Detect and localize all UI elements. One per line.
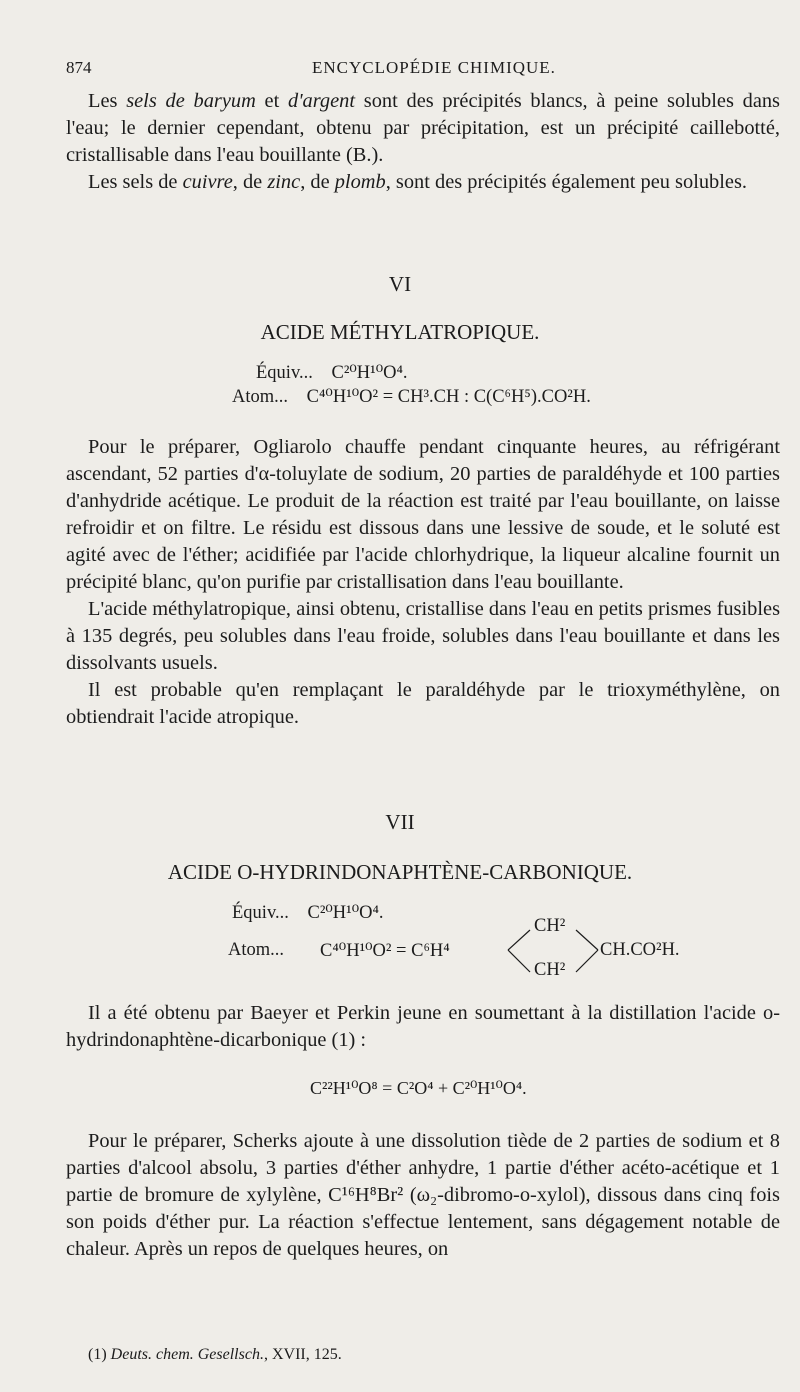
text-run: , sont des précipités également peu solubles. [385,171,747,193]
formula-label: Équiv... [256,363,313,383]
structural-formula [228,916,680,982]
text-run: , de [300,171,335,193]
text-run: et [255,90,288,112]
intro-text [66,88,780,196]
italic-term: plomb [334,171,386,193]
formula-value: CH.CO²H. [600,940,680,960]
footnote-source: Deuts. chem. Gesellsch. [110,1346,264,1363]
section7-body [66,1128,780,1263]
section6-body [66,434,780,731]
atom-formula [232,386,591,408]
text-run: Les [88,90,127,112]
formula-value: C²⁰H¹⁰O⁴. [331,363,408,383]
formula-label: Atom... [228,940,285,960]
formula-value: C⁴⁰H¹⁰O² = C⁶H⁴ [320,941,450,961]
equiv-formula [256,362,408,384]
running-title: ENCYCLOPÉDIE CHIMIQUE. [312,58,556,77]
formula-top-group: CH² [534,916,566,936]
body-paragraph: L'acide méthylatropique, ainsi obtenu, cristallise dans l'eau en petits prismes fusibles à 135 degrés, peu solubles dans l'eau froide, solubles dans l'eau bouillante et dans les dissolvants usuels. [66,598,780,674]
section7-intro [66,1000,780,1054]
body-paragraph: Il est probable qu'en remplaçant le paraldéhyde par le trioxyméthylène, on obtiendrait l'acide atropique. [66,679,780,728]
intro-paragraph [66,169,780,196]
formula-label: Équiv... [232,903,289,923]
reaction-equation: C²²H¹⁰O⁸ = C²O⁴ + C²⁰H¹⁰O⁴. [310,1078,527,1098]
intro-paragraph [66,88,780,169]
italic-term: d'argent [288,90,356,112]
body-paragraph: Il a été obtenu par Baeyer et Perkin jeune en soumettant à la distillation l'acide o-hydrindonaphtène-dicarbonique (1) : [66,1002,780,1051]
italic-term: zinc [267,171,301,193]
section-numeral: VI [388,272,412,296]
running-head [66,58,766,82]
body-paragraph: Pour le préparer, Ogliarolo chauffe pendant cinquante heures, au réfrigérant ascendant, 52 parties d'α-toluylate de sodium, 20 parties de paraldéhyde et 100 parties d'anhydride acétique. Le produit de la réaction est traité par l'eau bouillante, on laisse refroidir et on filtre. Le résidu est dissous dans une lessive de soude, et le soluté est agité avec de l'éther; acidifiée par l'acide chlorhydrique, la liqueur alcaline fournit un précipité blanc, qu'on purifie par cristallisation dans l'eau bouillante. [66,436,780,593]
text-run: Les sels de [88,171,183,193]
italic-term: sels de baryum [126,90,256,112]
formula-value: C⁴⁰H¹⁰O² = CH³.CH : C(C⁶H⁵).CO²H. [306,387,591,407]
text-run: , de [232,171,268,193]
text-run: sont des précipités blancs, à peine solubles dans l'eau; le dernier cependant, obtenu par précipitation, est un précipité caillebotté, cristallisable dans l'eau bouillante (B.). [66,90,780,166]
section-title: ACIDE O-HYDRINDONAPHTÈNE-CARBONIQUE. [167,860,633,884]
footnote-mark: (1) [88,1346,111,1363]
footnote [88,1346,342,1364]
footnote-ref: , XVII, 125. [263,1346,342,1363]
equiv-formula [232,902,384,924]
page-number: 874 [66,58,92,77]
section-title: ACIDE MÉTHYLATROPIQUE. [260,320,540,344]
section-numeral: VII [385,810,415,834]
italic-term: cuivre [182,171,233,193]
formula-value: C²⁰H¹⁰O⁴. [307,903,384,923]
formula-bottom-group: CH² [534,960,566,980]
body-paragraph: Pour le préparer, Scherks ajoute à une dissolution tiède de 2 parties de sodium et 8 parties d'alcool absolu, 3 parties d'éther anhydre, 1 partie d'éther acéto-acétique et 1 partie de bromure de xylylène, C¹⁶H⁸Br² (ω₂-dibromo-o-xylol), dissous dans cinq fois son poids d'éther pur. La réaction s'effectue lentement, sans dégagement notable de chaleur. Après un repos de quelques heures, on [66,1130,780,1260]
formula-label: Atom... [232,387,289,407]
